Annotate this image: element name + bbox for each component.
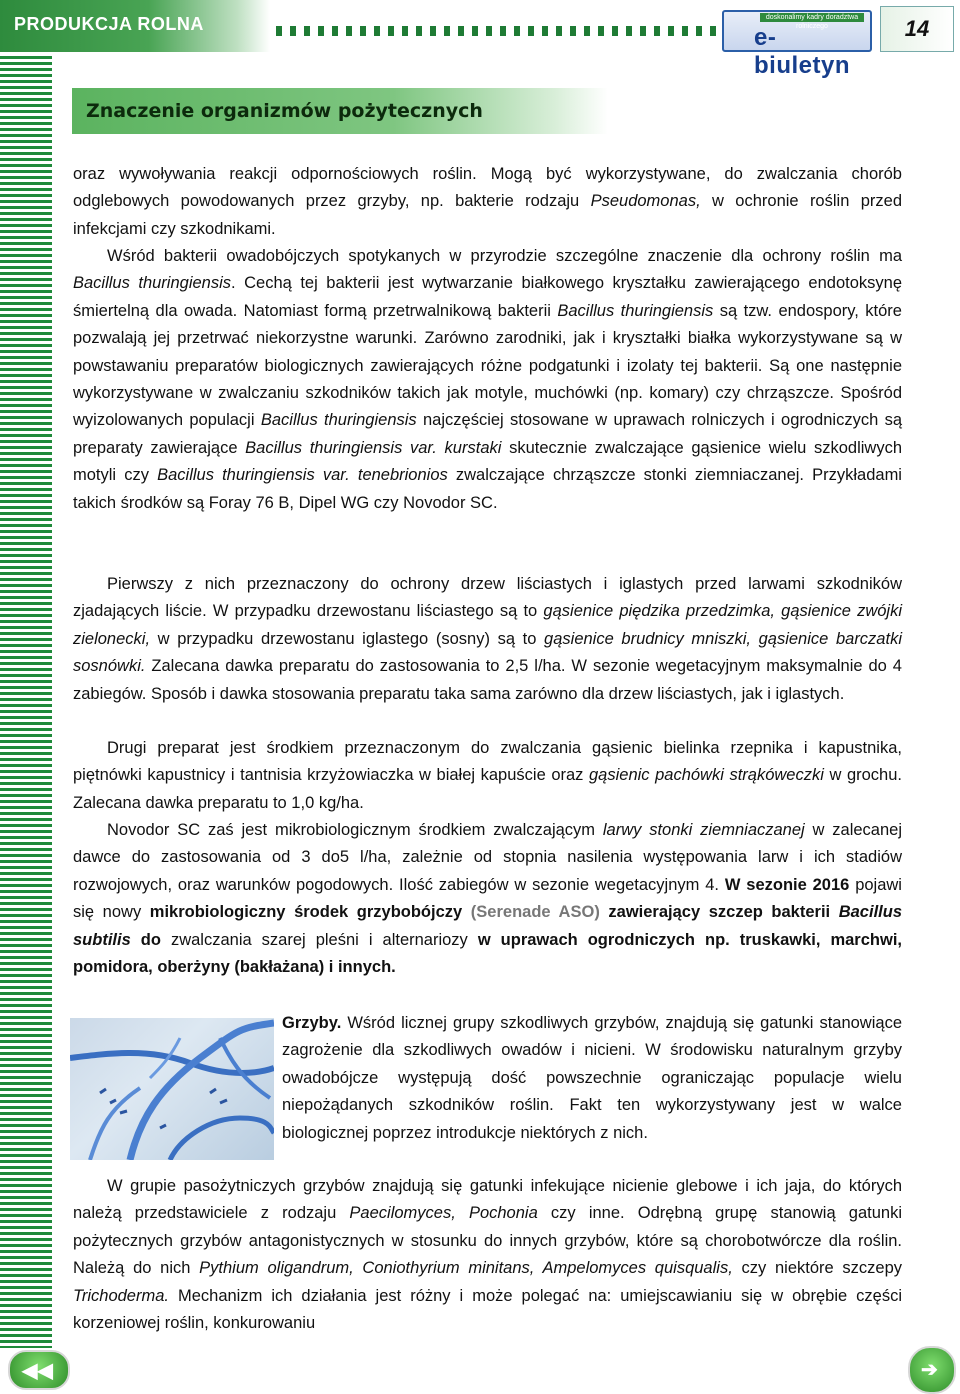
text-span: Wśród licznej grupy szkodliwych grzybów, znajdują się gatunki stanowiące zagrożenie dla szkodliwych owadów i nicieni. W środowisku naturalnym grzyby owadobójcze występują dość powszechnie ograniczając populacje wielu niepożądanych szkodników roślin. Fakt ten wykorzystywany jest w walce biologicznej poprzez introdukcje niektórych z nich. bbox=[282, 1014, 902, 1142]
bold-text: W sezonie 2016 bbox=[724, 875, 850, 894]
text-span: Drugi preparat jest środkiem przeznaczonym do zwalczania gąsienic bielinka rzepnika i kapustnika, piętnówki kapustnicy i tantnisia krzyżowiaczka w białej kapuście oraz bbox=[73, 739, 902, 785]
header-banner bbox=[0, 0, 270, 52]
page-number: 14 bbox=[880, 6, 954, 52]
italic-term: gąsienice piędzika przedzimka, gąsienice zwójki zielonecki, bbox=[73, 602, 902, 648]
paragraph-2 bbox=[73, 243, 902, 517]
text-span: w ochronie roślin przed infekcjami czy szkodnikami. bbox=[73, 192, 902, 238]
italic-term: Bacillus thuringiensis bbox=[260, 411, 417, 430]
bold-text: w uprawach ogrodniczych np. truskawki, marchwi, pomidora, oberżyny (bakłażana) i innych. bbox=[73, 930, 902, 977]
italic-term: Pythium oligandrum, Coniothyrium minitans, Ampelomyces quisqualis, bbox=[199, 1259, 733, 1278]
text-span: oraz wywoływania reakcji odpornościowych roślin. Mogą być wykorzystywane, do zwalczania chorób odglebowych powodowanych przez grzyby, np. bakterie rodzaju bbox=[73, 165, 902, 211]
fungi-hyphae-illustration bbox=[70, 1018, 274, 1160]
text-span: zwalczania szarej pleśni i alternariozy bbox=[160, 930, 478, 949]
text-span: Novodor SC zaś jest mikrobiologicznym środkiem zwalczającym bbox=[107, 821, 603, 839]
bold-italic-term: Bacillus subtilis bbox=[73, 903, 902, 949]
italic-term: Bacillus thuringiensis var. kurstaki bbox=[245, 438, 502, 457]
italic-term: Bacillus thuringiensis var. tenebrionios bbox=[157, 466, 448, 485]
text-span: czy inne. Odrębną grupę stanowią gatunki pożytecznych grzybów antagonistycznych w stosunku do innych grzybów, które są chorobotwórcze dla roślin. Należą do nich bbox=[73, 1204, 902, 1278]
section-title-bar bbox=[72, 88, 608, 134]
text-span: w grochu. Zalecana dawka preparatu to 1,0 kg/ha. bbox=[73, 766, 902, 812]
text-span: w przypadku drzewostanu iglastego (sosny) są to bbox=[150, 629, 545, 648]
text-span: . Cechą tej bakterii jest wytwarzanie białkowego kryształku zawierającego endotoksynę śmiertelną dla owada. Natomiast formą przetrwalnikową bakterii bbox=[73, 274, 902, 320]
fungi-microscope-image bbox=[70, 1018, 274, 1160]
paragraph-3 bbox=[73, 571, 902, 708]
text-span: są tzw. endospory, które pozwalają jej przetrwać niekorzystne warunki. Zarówno zarodniki, jak i kryształki białka wykorzystywane są w powstawaniu preparatów biologicznych zawierających różne podgatunki i izolaty tej bakterii. Są one następnie wykorzystywane w zwalczaniu szkodników takich jak motyle, muchówki (np. komary) czy chrząszcze. Spośród wyizolowanych populacji bbox=[73, 301, 902, 430]
bold-text: do bbox=[130, 930, 161, 949]
section-title: Znaczenie organizmów pożytecznych bbox=[86, 100, 483, 122]
italic-term: Paecilomyces, Pochonia bbox=[349, 1204, 538, 1223]
italic-term: gąsienic pachówki strąkóweczki bbox=[589, 766, 824, 785]
text-span: najczęściej stosowane w uprawach rolniczych i ogrodniczych są preparaty zawierające bbox=[73, 411, 903, 457]
left-stripe-decoration bbox=[0, 56, 52, 1348]
text-span: zwalczające chrząszcze stonki ziemniaczanej. Przykładami takich środków są Foray 76 B, Dipel WG czy Novodor SC. bbox=[73, 466, 902, 512]
italic-term: larwy stonki ziemniaczanej bbox=[602, 821, 805, 839]
double-left-arrow-icon: ◀◀ bbox=[22, 1360, 53, 1382]
text-span: Wśród bakterii owadobójczych spotykanych w przyrodzie szczególne znaczenie dla ochrony roślin ma bbox=[107, 247, 902, 265]
previous-page-button[interactable] bbox=[8, 1350, 70, 1390]
italic-term: Pseudomonas, bbox=[590, 192, 701, 211]
text-span: Pierwszy z nich przeznaczony do ochrony drzew liściastych i iglastych przed larwami szkodników zjadających liście. W przypadku drzewostanu liściastego są to bbox=[73, 575, 902, 621]
paragraph-5 bbox=[73, 817, 902, 981]
italic-term: Bacillus thuringiensis bbox=[557, 301, 714, 320]
next-page-button[interactable] bbox=[908, 1346, 956, 1394]
bold-text: zawierający szczep bakterii bbox=[608, 903, 839, 922]
text-span: czy niektóre szczepy bbox=[732, 1259, 902, 1278]
paragraph-1 bbox=[73, 161, 902, 243]
text-span: Zalecana dawka preparatu do zastosowania to 2,5 l/ha. W sezonie wegetacyjnym maksymalnie do 4 zabiegów. Sposób i dawka stosowania preparatu taka sama zarówno dla drzew liściastych, jak i iglastych. bbox=[73, 657, 902, 703]
product-name-gray: (Serenade ASO) bbox=[470, 903, 600, 922]
bold-text: Grzyby. bbox=[282, 1014, 342, 1032]
section-label: PRODUKCJA ROLNA bbox=[14, 14, 204, 34]
text-span: w zalecanej dawce do zastosowania od 3 do5 l/ha, zależnie od stopnia nasilenia występowania larw i ich stadiów rozwojowych, oraz warunków pogodowych. Ilość zabiegów w sezonie wegetacyjnym 4. bbox=[73, 821, 902, 894]
text-span: skutecznie zwalczające gąsienice wielu szkodliwych motyli czy bbox=[73, 438, 903, 485]
paragraph-4 bbox=[73, 735, 902, 817]
right-arrow-icon: ➔ bbox=[921, 1359, 938, 1381]
paragraph-6 bbox=[282, 1010, 902, 1147]
italic-term: gąsienice brudnicy mniszki, gąsienice barczatki sosnówki. bbox=[73, 629, 902, 676]
e-biuletyn-logo bbox=[722, 10, 872, 79]
header-dotted-line bbox=[276, 26, 716, 36]
text-span: pojawi się nowy bbox=[73, 875, 902, 922]
text-span: Mechanizm ich działania jest różny i może polegać na: umiejscawianiu się w obrębie części korzeniowej roślin, konkurowaniu bbox=[73, 1286, 902, 1333]
italic-term: Bacillus thuringiensis bbox=[73, 274, 232, 293]
bold-text: mikrobiologiczny środek grzybobójczy bbox=[149, 903, 463, 922]
paragraph-7 bbox=[73, 1173, 902, 1337]
logo-text: e-biuletyn bbox=[754, 24, 851, 79]
text-span: W grupie pasożytniczych grzybów znajdują się gatunki infekujące nicienie glebowe i ich jaja, do których należą przedstawiciele z rodzaju bbox=[73, 1177, 902, 1223]
italic-term: Trichoderma. bbox=[73, 1286, 169, 1305]
logo-strip-text: doskonalimy kadry doradztwa rolniczego bbox=[760, 13, 864, 22]
